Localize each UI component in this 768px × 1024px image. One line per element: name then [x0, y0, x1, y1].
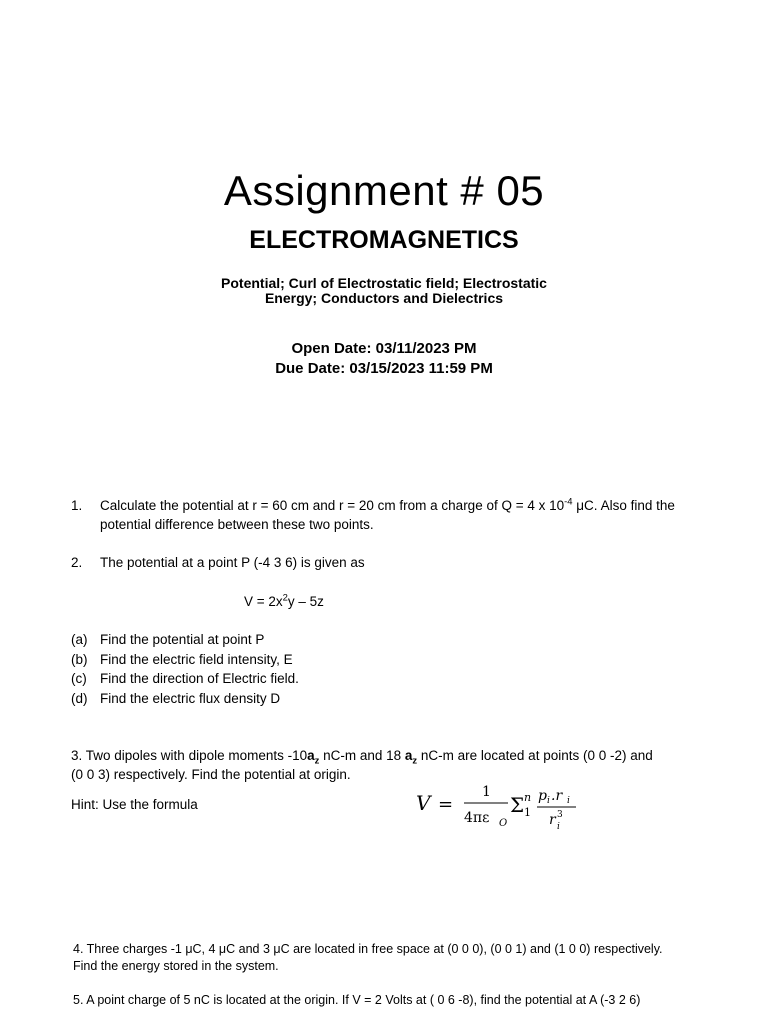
q1-text-b: μC. Also find the [572, 498, 675, 513]
question-2-number: 2. [71, 555, 83, 570]
eq-part-a: V = 2x [244, 594, 283, 609]
formula-sigma-bottom: 1 [524, 806, 531, 819]
question-3-line-1 [71, 746, 731, 765]
eq-exponent: 2 [282, 592, 288, 604]
part-text: Find the electric field intensity, E [100, 651, 293, 667]
q3-vector-1: a [307, 748, 315, 763]
formula-r-sup: 3 [557, 810, 563, 820]
formula-sigma-top: n [524, 791, 532, 804]
question-3 [71, 746, 731, 784]
q3-vector-1-sub: z [314, 755, 320, 767]
q3-vector-2-sub: z [412, 755, 418, 767]
part-label: (b) [71, 651, 88, 667]
question-2-text: The potential at a point P (-4 3 6) is given as [100, 555, 365, 570]
due-date: Due Date: 03/15/2023 11:59 PM [275, 360, 493, 377]
question-1 [0, 496, 768, 536]
formula-numerator: 1 [482, 784, 491, 800]
formula-p-sub: i [547, 796, 550, 806]
part-text: Find the direction of Electric field. [100, 671, 299, 686]
formula-dot-r: .r [551, 788, 563, 804]
formula-p: p [538, 788, 547, 804]
q3-text-a: 3. Two dipoles with dipole moments -10 [71, 748, 308, 763]
question-2-equation [244, 592, 324, 611]
question-4-line-2: Find the energy stored in the system. [73, 959, 279, 973]
formula-v: V [416, 791, 431, 815]
question-1-text [100, 496, 730, 534]
formula-r-den-sub: i [557, 822, 560, 832]
formula-denominator-sub: O [499, 818, 508, 829]
subject-heading: ELECTROMAGNETICS [249, 226, 519, 254]
question-2-parts [71, 630, 721, 708]
formula-r: r [549, 812, 556, 828]
formula-denominator: 4πε [464, 810, 490, 826]
eq-part-b: y – 5z [287, 594, 324, 609]
part-text: Find the electric flux density D [100, 690, 281, 706]
question-3-hint: Hint: Use the formula [71, 797, 198, 812]
topics-heading [0, 276, 768, 306]
formula-sigma: Σ [510, 793, 525, 817]
question-4-line-1: 4. Three charges -1 μC, 4 μC and 3 μC are located in free space at (0 0 0), (0 0 1) and (1 0 0) respectively. [73, 942, 663, 956]
part-label: (c) [71, 671, 87, 686]
formula-r-sub: i [567, 796, 570, 806]
question-3-line-2: (0 0 3) respectively. Find the potential at origin. [71, 767, 351, 782]
question-2-part [71, 689, 721, 709]
question-5: 5. A point charge of 5 nC is located at the origin. If V = 2 Volts at ( 0 6 -8), find the potential at A (-3 2 6) [73, 993, 641, 1007]
question-1-line-1 [100, 496, 730, 515]
q3-text-c: nC-m are located at points (0 0 -2) and [417, 748, 653, 763]
q1-text-a: Calculate the potential at r = 60 cm and r = 20 cm from a charge of Q = 4 x 10 [100, 498, 565, 513]
q3-text-b: nC-m and 18 [319, 748, 405, 763]
part-label: (d) [71, 690, 88, 706]
question-2 [0, 553, 768, 573]
assignment-title: Assignment # 05 [223, 167, 545, 214]
question-4 [73, 941, 753, 975]
question-2-part [71, 650, 721, 670]
formula-equals: = [438, 794, 454, 815]
question-2-part [71, 669, 721, 689]
part-label: (a) [71, 632, 88, 647]
dates-block [0, 339, 768, 379]
question-1-number: 1. [71, 498, 83, 513]
q3-vector-2: a [404, 748, 413, 763]
question-1-line-2: potential difference between these two points. [100, 517, 374, 532]
topics-line-2: Energy; Conductors and Dielectrics [264, 290, 504, 306]
question-2-part [71, 630, 721, 650]
potential-formula [410, 780, 590, 834]
part-text: Find the potential at point P [100, 632, 265, 647]
q1-exponent: -4 [564, 496, 573, 508]
topics-line-1: Potential; Curl of Electrostatic field; Electrostatic [221, 275, 547, 291]
open-date: Open Date: 03/11/2023 PM [291, 340, 477, 357]
